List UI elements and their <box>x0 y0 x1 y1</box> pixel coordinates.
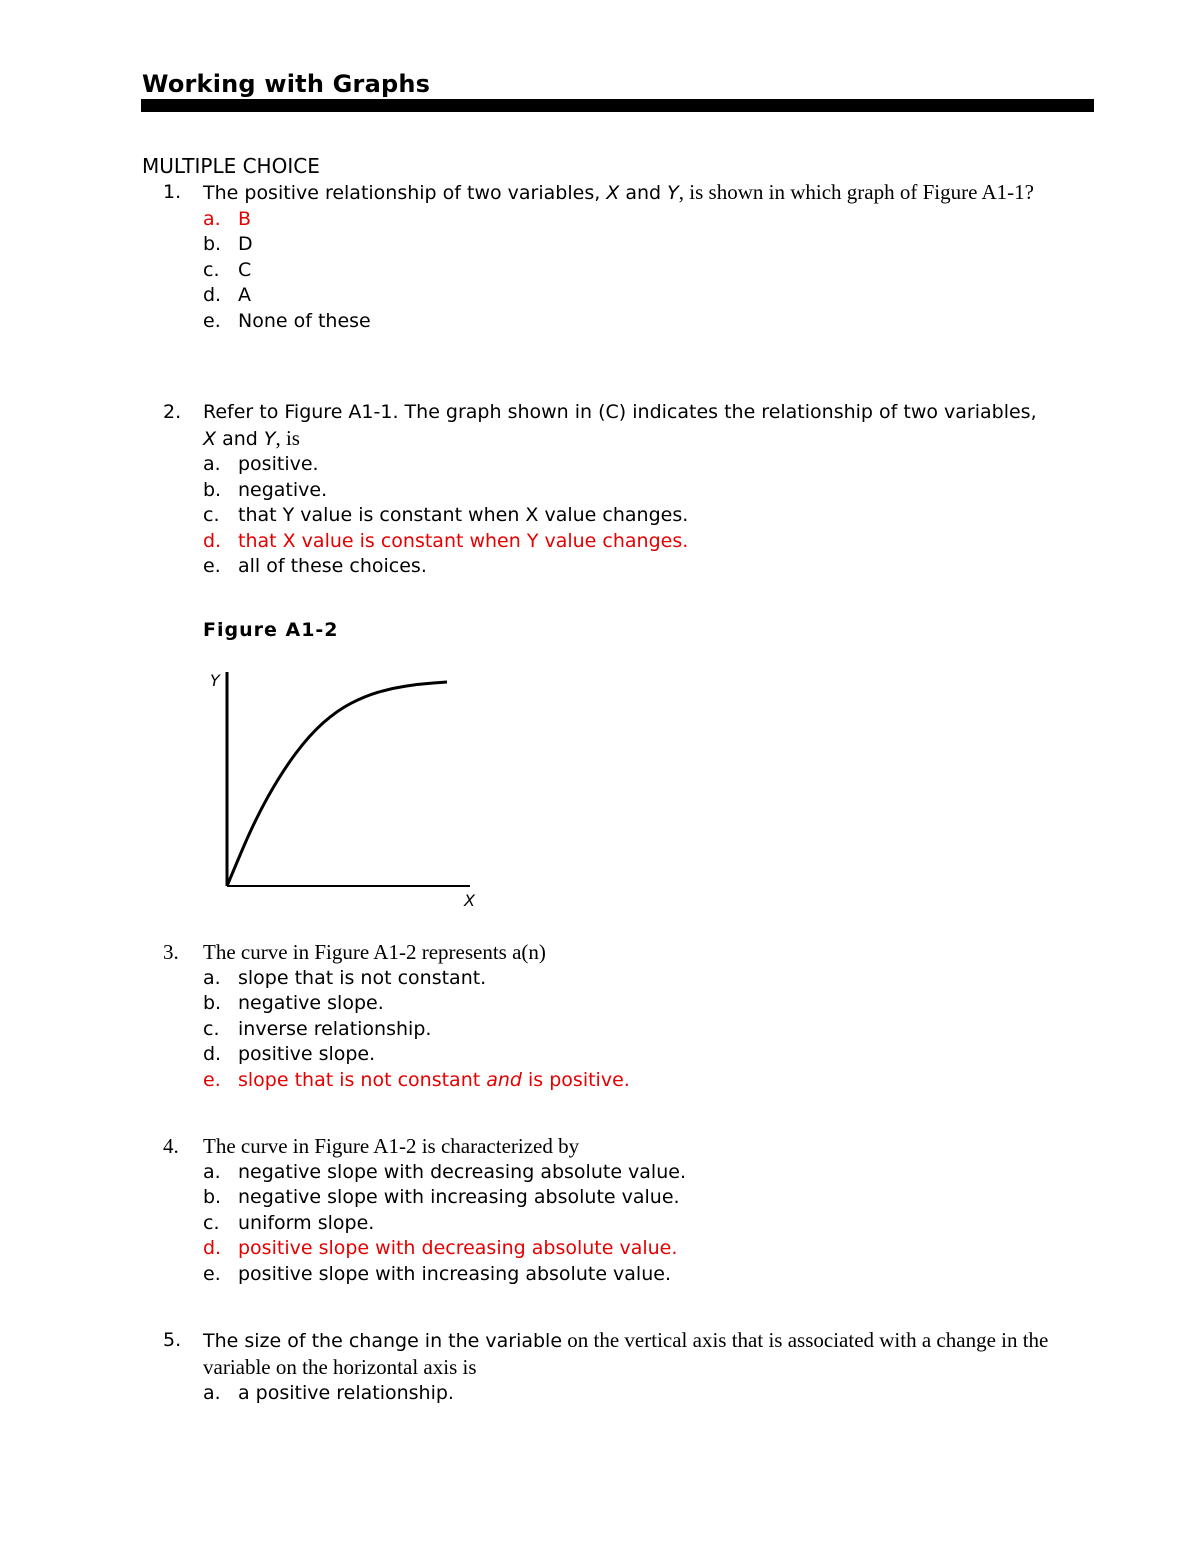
question-stem: The curve in Figure A1-2 represents a(n) <box>203 940 546 964</box>
stem-text: on the vertical axis that is associated with a change in the variable on the horizontal axis is <box>203 1328 1049 1379</box>
answer-options <box>203 966 1103 1094</box>
answer-option-b <box>203 991 1103 1017</box>
question-stem <box>203 1328 1103 1381</box>
answer-option-b <box>203 232 1103 258</box>
stem-text: and <box>619 182 668 204</box>
option-text: negative slope with increasing absolute value. <box>238 1186 680 1208</box>
stem-text: , is shown in which graph of Figure A1-1? <box>678 180 1034 204</box>
answer-option-c <box>203 503 1043 529</box>
var-y: Y <box>667 182 679 204</box>
option-text: negative slope with decreasing absolute value. <box>238 1160 686 1183</box>
answer-option-c <box>203 258 1103 284</box>
option-text: that X value is constant when Y value changes. <box>238 529 689 552</box>
option-text: A <box>238 284 251 306</box>
option-text: positive. <box>238 453 319 475</box>
answer-option-a <box>203 966 1103 992</box>
option-letter: d. <box>203 1043 222 1065</box>
answer-option-e <box>203 554 1043 580</box>
question-stem <box>203 400 1043 452</box>
option-text: negative slope. <box>238 992 384 1014</box>
option-letter: c. <box>203 258 220 281</box>
option-letter: e. <box>203 555 221 577</box>
answer-option-c <box>203 1211 1103 1237</box>
title-rule <box>141 99 1094 112</box>
option-text: a positive relationship. <box>238 1382 454 1404</box>
figure-a1-2 <box>200 664 490 918</box>
x-axis-label: X <box>464 891 475 910</box>
option-text: positive slope. <box>238 1043 376 1065</box>
option-text: inverse relationship. <box>238 1017 432 1040</box>
var-y: Y <box>263 427 276 450</box>
option-text-emphasis: and <box>486 1068 522 1091</box>
stem-text: The positive relationship of two variables, <box>203 182 607 204</box>
option-letter: a. <box>203 1382 221 1404</box>
option-text: D <box>238 233 253 255</box>
option-letter: b. <box>203 233 222 255</box>
stem-text: and <box>216 427 264 450</box>
answer-option-e <box>203 1068 1103 1094</box>
answer-options <box>203 1381 1103 1407</box>
question-number: 1. <box>163 181 182 203</box>
option-letter: d. <box>203 529 222 552</box>
answer-option-d <box>203 1236 1103 1262</box>
option-text: positive slope with increasing absolute value. <box>238 1262 671 1285</box>
question-number: 3. <box>163 940 179 964</box>
option-letter: b. <box>203 1186 222 1208</box>
option-text: that Y value is constant when X value changes. <box>238 504 689 526</box>
option-text: slope that is not constant. <box>238 966 487 989</box>
answer-option-b <box>203 478 1043 504</box>
stem-text: , is <box>275 425 300 450</box>
page-title: Working with Graphs <box>142 70 431 98</box>
stem-text: Refer to Figure A1-1. The graph shown in (C) indicates the relationship of two variables, <box>203 401 1037 423</box>
answer-option-c <box>203 1017 1103 1043</box>
question-1 <box>163 180 1103 334</box>
question-2 <box>163 400 1043 580</box>
answer-option-d <box>203 529 1043 555</box>
option-letter: e. <box>203 1262 221 1285</box>
answer-option-e <box>203 1262 1103 1288</box>
option-text: slope that is not constant <box>238 1068 487 1091</box>
figure-svg <box>200 664 490 914</box>
answer-option-d <box>203 1042 1103 1068</box>
var-x: X <box>606 182 620 204</box>
answer-option-a <box>203 1381 1103 1407</box>
curve <box>227 682 447 886</box>
option-letter: a. <box>203 1160 221 1183</box>
option-letter: e. <box>203 309 221 332</box>
option-text: B <box>238 207 252 230</box>
answer-options <box>203 452 1043 580</box>
option-text: all of these choices. <box>238 555 427 577</box>
option-letter: c. <box>203 504 220 526</box>
option-text: is positive. <box>521 1068 630 1091</box>
answer-options <box>203 1160 1103 1288</box>
answer-option-a <box>203 1160 1103 1186</box>
question-stem: The curve in Figure A1-2 is characterized by <box>203 1134 580 1158</box>
option-text: positive slope with decreasing absolute value. <box>238 1237 678 1259</box>
option-letter: d. <box>203 1237 222 1259</box>
answer-option-e <box>203 309 1103 335</box>
option-letter: b. <box>203 992 222 1014</box>
question-4 <box>163 1134 1103 1287</box>
figure-label: Figure A1-2 <box>203 619 339 641</box>
option-letter: a. <box>203 207 221 230</box>
question-stem <box>203 180 1103 207</box>
question-number: 4. <box>163 1134 179 1158</box>
option-letter: c. <box>203 1211 220 1234</box>
option-text: negative. <box>238 478 328 501</box>
option-text: None of these <box>238 309 371 332</box>
option-text: C <box>238 258 252 281</box>
y-axis-label: Y <box>210 671 220 690</box>
option-letter: d. <box>203 284 222 306</box>
stem-text: The size of the change in the variable <box>203 1330 563 1352</box>
section-title: MULTIPLE CHOICE <box>142 154 320 178</box>
answer-option-b <box>203 1185 1103 1211</box>
question-number: 5. <box>163 1329 182 1351</box>
option-letter: e. <box>203 1068 221 1091</box>
answer-options <box>203 207 1103 335</box>
option-letter: a. <box>203 966 221 989</box>
question-number: 2. <box>163 401 182 423</box>
answer-option-a <box>203 452 1043 478</box>
option-letter: c. <box>203 1017 220 1040</box>
question-3 <box>163 940 1103 1093</box>
option-letter: b. <box>203 478 222 501</box>
answer-option-d <box>203 283 1103 309</box>
answer-option-a <box>203 207 1103 233</box>
option-text: uniform slope. <box>238 1211 375 1234</box>
question-5 <box>163 1328 1103 1407</box>
option-letter: a. <box>203 453 221 475</box>
var-x: X <box>203 427 217 450</box>
